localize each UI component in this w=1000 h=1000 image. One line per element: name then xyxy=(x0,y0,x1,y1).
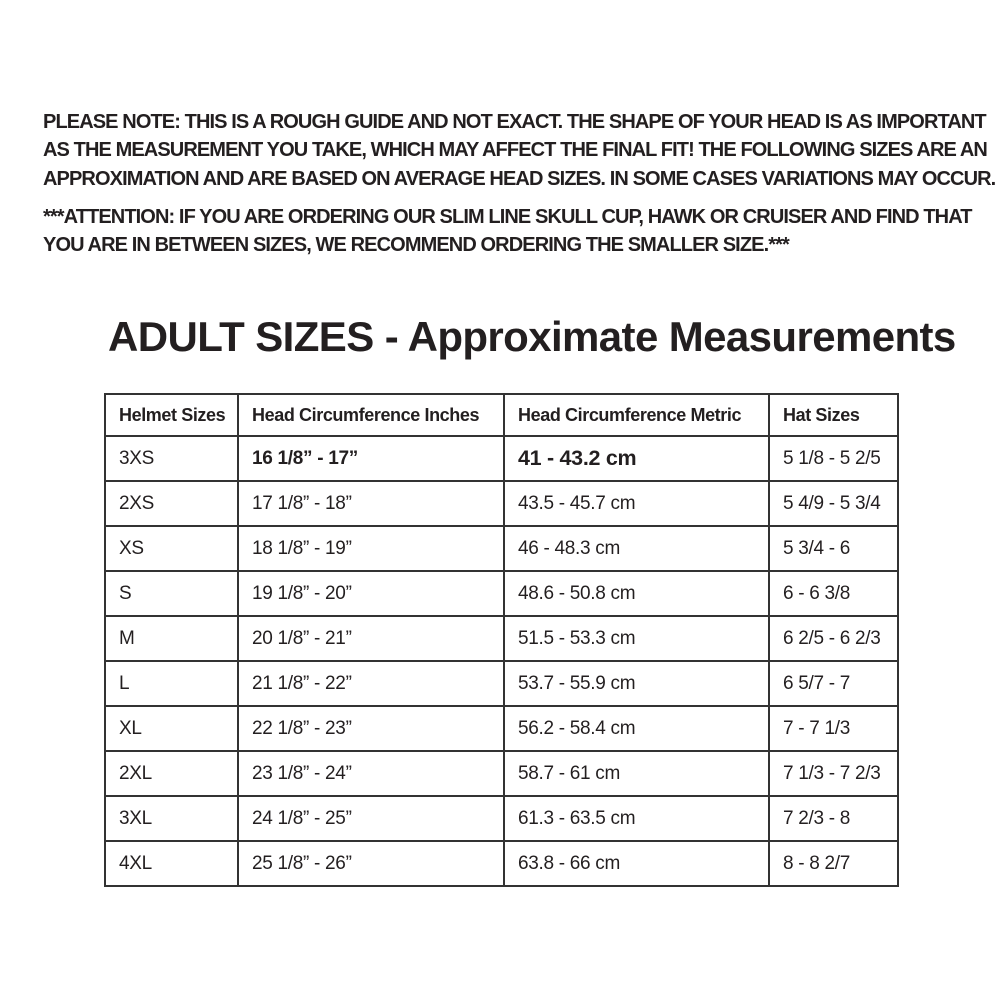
header-hat-sizes: Hat Sizes xyxy=(769,394,898,436)
notice-line: PLEASE NOTE: THIS IS A ROUGH GUIDE AND NOT EXACT. THE SHAPE OF YOUR HEAD IS AS IMPORTANT xyxy=(43,111,986,133)
header-helmet-sizes: Helmet Sizes xyxy=(105,394,238,436)
cell-metric: 61.3 - 63.5 cm xyxy=(504,796,769,841)
cell-hat-size: 6 - 6 3/8 xyxy=(769,571,898,616)
cell-metric: 51.5 - 53.3 cm xyxy=(504,616,769,661)
cell-metric: 43.5 - 45.7 cm xyxy=(504,481,769,526)
cell-hat-size: 5 1/8 - 5 2/5 xyxy=(769,436,898,481)
header-circumference-inches: Head Circumference Inches xyxy=(238,394,504,436)
cell-helmet-size: 3XL xyxy=(105,796,238,841)
attention-paragraph xyxy=(43,203,972,260)
cell-hat-size: 5 4/9 - 5 3/4 xyxy=(769,481,898,526)
cell-hat-size: 8 - 8 2/7 xyxy=(769,841,898,886)
cell-inches: 16 1/8” - 17” xyxy=(238,436,504,481)
table-row xyxy=(105,436,898,481)
cell-inches: 23 1/8” - 24” xyxy=(238,751,504,796)
cell-inches: 25 1/8” - 26” xyxy=(238,841,504,886)
cell-metric: 53.7 - 55.9 cm xyxy=(504,661,769,706)
cell-inches: 20 1/8” - 21” xyxy=(238,616,504,661)
table-row xyxy=(105,706,898,751)
cell-helmet-size: 3XS xyxy=(105,436,238,481)
cell-hat-size: 6 2/5 - 6 2/3 xyxy=(769,616,898,661)
cell-helmet-size: 4XL xyxy=(105,841,238,886)
cell-inches: 21 1/8” - 22” xyxy=(238,661,504,706)
table-row xyxy=(105,481,898,526)
table-row xyxy=(105,571,898,616)
attention-line: YOU ARE IN BETWEEN SIZES, WE RECOMMEND ORDERING THE SMALLER SIZE.*** xyxy=(43,234,789,257)
cell-hat-size: 7 - 7 1/3 xyxy=(769,706,898,751)
cell-hat-size: 7 2/3 - 8 xyxy=(769,796,898,841)
cell-helmet-size: 2XS xyxy=(105,481,238,526)
cell-helmet-size: L xyxy=(105,661,238,706)
table-row xyxy=(105,841,898,886)
table-row xyxy=(105,616,898,661)
cell-hat-size: 6 5/7 - 7 xyxy=(769,661,898,706)
table-row xyxy=(105,661,898,706)
table-row xyxy=(105,751,898,796)
cell-helmet-size: XL xyxy=(105,706,238,751)
header-circumference-metric: Head Circumference Metric xyxy=(504,394,769,436)
cell-metric: 46 - 48.3 cm xyxy=(504,526,769,571)
cell-helmet-size: M xyxy=(105,616,238,661)
cell-metric: 41 - 43.2 cm xyxy=(504,436,769,481)
cell-inches: 24 1/8” - 25” xyxy=(238,796,504,841)
cell-inches: 22 1/8” - 23” xyxy=(238,706,504,751)
table-row xyxy=(105,526,898,571)
cell-helmet-size: XS xyxy=(105,526,238,571)
table-row xyxy=(105,796,898,841)
cell-metric: 63.8 - 66 cm xyxy=(504,841,769,886)
page-title: ADULT SIZES - Approximate Measurements xyxy=(108,313,956,360)
notice-line: AS THE MEASUREMENT YOU TAKE, WHICH MAY AFFECT THE FINAL FIT! THE FOLLOWING SIZES ARE AN xyxy=(43,139,987,162)
cell-inches: 18 1/8” - 19” xyxy=(238,526,504,571)
cell-helmet-size: 2XL xyxy=(105,751,238,796)
cell-metric: 48.6 - 50.8 cm xyxy=(504,571,769,616)
cell-inches: 19 1/8” - 20” xyxy=(238,571,504,616)
attention-line: ***ATTENTION: IF YOU ARE ORDERING OUR SLIM LINE SKULL CUP, HAWK OR CRUISER AND FIND THAT xyxy=(43,206,972,228)
cell-hat-size: 7 1/3 - 7 2/3 xyxy=(769,751,898,796)
cell-inches: 17 1/8” - 18” xyxy=(238,481,504,526)
notice-paragraph xyxy=(43,108,995,193)
cell-metric: 58.7 - 61 cm xyxy=(504,751,769,796)
table-header-row xyxy=(105,394,898,436)
cell-metric: 56.2 - 58.4 cm xyxy=(504,706,769,751)
cell-helmet-size: S xyxy=(105,571,238,616)
adult-sizes-table xyxy=(104,393,899,887)
notice-line: APPROXIMATION AND ARE BASED ON AVERAGE HEAD SIZES. IN SOME CASES VARIATIONS MAY OCCUR. xyxy=(43,167,996,190)
cell-hat-size: 5 3/4 - 6 xyxy=(769,526,898,571)
